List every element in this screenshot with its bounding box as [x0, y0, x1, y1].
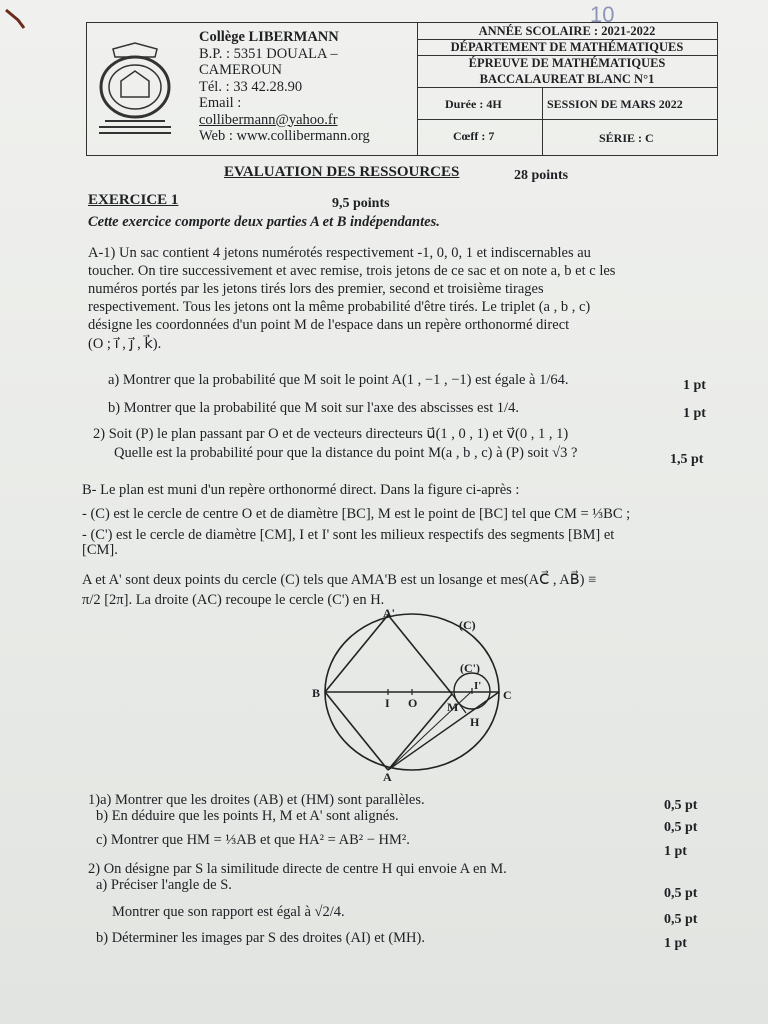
epreuve: ÉPREUVE DE MATHÉMATIQUES: [468, 56, 666, 70]
partA-line-6: (O ; i⃗ , j⃗ , k⃗).: [88, 336, 162, 352]
duration: Durée : 4H: [445, 97, 502, 111]
label-H: H: [470, 715, 480, 729]
geometry-figure: [300, 605, 530, 785]
points-A1a: 1 pt: [683, 378, 706, 393]
label-M: M: [447, 700, 459, 714]
coefficient: Cœff : 7: [453, 129, 495, 143]
question-B2: 2) On désigne par S la similitude directe de centre H qui envoie A en M.: [88, 861, 507, 877]
email-link[interactable]: collibermann@yahoo.fr: [199, 111, 338, 128]
points-B2a-ratio: 0,5 pt: [664, 912, 698, 927]
header-table: [86, 22, 718, 156]
phone: Tél. : 33 42.28.90: [199, 78, 303, 95]
question-B2a: a) Préciser l'angle de S.: [96, 877, 232, 893]
country: CAMEROUN: [199, 62, 282, 78]
department: DÉPARTEMENT DE MATHÉMATIQUES: [417, 39, 717, 56]
question-A2-line1: 2) Soit (P) le plan passant par O et de vecteurs directeurs u⃗(1 , 0 , 1) et v⃗(0 , 1 , 1): [93, 426, 569, 442]
points-B1a: 0,5 pt: [664, 798, 698, 813]
exercise-title: EXERCICE 1: [88, 192, 179, 208]
label-I: I: [385, 696, 390, 710]
college-name: Collège LIBERMANN: [199, 29, 339, 45]
question-B2b: b) Déterminer les images par S des droites (AI) et (MH).: [96, 930, 425, 946]
exercise-subtitle: Cette exercice comporte deux parties A et B indépendantes.: [88, 214, 440, 230]
exercise-points: 9,5 points: [332, 196, 390, 211]
points-A2: 1,5 pt: [670, 452, 704, 467]
label-B: B: [312, 686, 321, 700]
partA-line-5: désigne les coordonnées d'un point M de l'espace dans un repère orthonormé direct: [88, 317, 570, 333]
section-points: 28 points: [514, 168, 569, 183]
section-title: EVALUATION DES RESSOURCES: [224, 164, 460, 180]
label-circle-C-prime: (C'): [460, 661, 480, 675]
side-AB: [325, 692, 388, 770]
college-address: [199, 29, 370, 145]
postal-box: B.P. : 5351 DOUALA –: [199, 45, 338, 62]
school-year: ANNÉE SCOLAIRE : 2021-2022: [417, 23, 717, 40]
grade-annotation: 10: [590, 2, 615, 27]
question-A2-line2: Quelle est la probabilité pour que la distance du point M(a , b , c) à (P) soit √3 ?: [114, 445, 578, 461]
question-A1a: a) Montrer que la probabilité que M soit le point A(1 , −1 , −1) est égale à 1/64.: [108, 372, 569, 388]
website-link[interactable]: Web : www.collibermann.org: [199, 128, 370, 144]
question-B1b: b) En déduire que les points H, M et A' sont alignés.: [96, 808, 399, 824]
label-A-prime: A': [383, 606, 395, 620]
side-A1M: [388, 615, 452, 694]
points-A1b: 1 pt: [683, 406, 706, 421]
label-I-prime: I': [474, 680, 482, 692]
college-info: [87, 23, 418, 155]
partB-line-6: π/2 [2π]. La droite (AC) recoupe le cercle (C') en H.: [82, 592, 385, 608]
session: SESSION DE MARS 2022: [547, 97, 683, 111]
partA-line-1: A-1) Un sac contient 4 jetons numérotés respectivement -1, 0, 0, 1 et indiscernables au: [88, 245, 591, 261]
partB-line-4: [CM].: [82, 542, 118, 558]
question-B2a-ratio: Montrer que son rapport est égal à √2/4.: [112, 904, 345, 920]
partB-line-5: A et A' sont deux points du cercle (C) tels que AMA'B est un losange et mes(AC⃗ , AB⃗) ≡: [82, 572, 597, 588]
question-B1c: c) Montrer que HM = ⅓AB et que HA² = AB² − HM².: [96, 832, 410, 848]
label-circle-C: (C): [459, 618, 476, 632]
email-label: Email :: [199, 95, 242, 111]
partA-line-3: numéros portés par les jetons tirés lors des premier, second et troisième tirages: [88, 281, 544, 297]
bac-blanc: BACCALAUREAT BLANC N°1: [417, 71, 717, 88]
serie: SÉRIE : C: [599, 131, 654, 145]
partB-line-1: B- Le plan est muni d'un repère orthonormé direct. Dans la figure ci-après :: [82, 482, 520, 498]
question-A1b: b) Montrer que la probabilité que M soit sur l'axe des abscisses est 1/4.: [108, 400, 519, 416]
college-logo-icon: [95, 41, 195, 141]
points-B1b: 0,5 pt: [664, 820, 698, 835]
points-B2a: 0,5 pt: [664, 886, 698, 901]
question-B1a: 1)a) Montrer que les droites (AB) et (HM) sont parallèles.: [88, 792, 425, 808]
partA-line-4: respectivement. Tous les jetons ont la même probabilité d'être tirés. Le triplet (a , b , c): [88, 299, 591, 315]
ink-mark-icon: [4, 6, 28, 30]
label-C: C: [503, 688, 512, 702]
label-O: O: [408, 696, 418, 710]
points-B1c: 1 pt: [664, 844, 687, 859]
partA-line-2: toucher. On tire successivement et avec remise, trois jetons de ce sac et on note a, b et c les: [88, 263, 616, 279]
label-A: A: [383, 770, 392, 784]
side-BA1: [325, 615, 388, 692]
exam-info: [417, 23, 717, 155]
partB-line-2: - (C) est le cercle de centre O et de diamètre [BC], M est le point de [BC] tel que CM = ⅓BC ;: [82, 506, 631, 522]
points-B2b: 1 pt: [664, 936, 687, 951]
partB-line-3: - (C') est le cercle de diamètre [CM], I et I' sont les milieux respectifs des segments [BM] et: [82, 527, 615, 543]
